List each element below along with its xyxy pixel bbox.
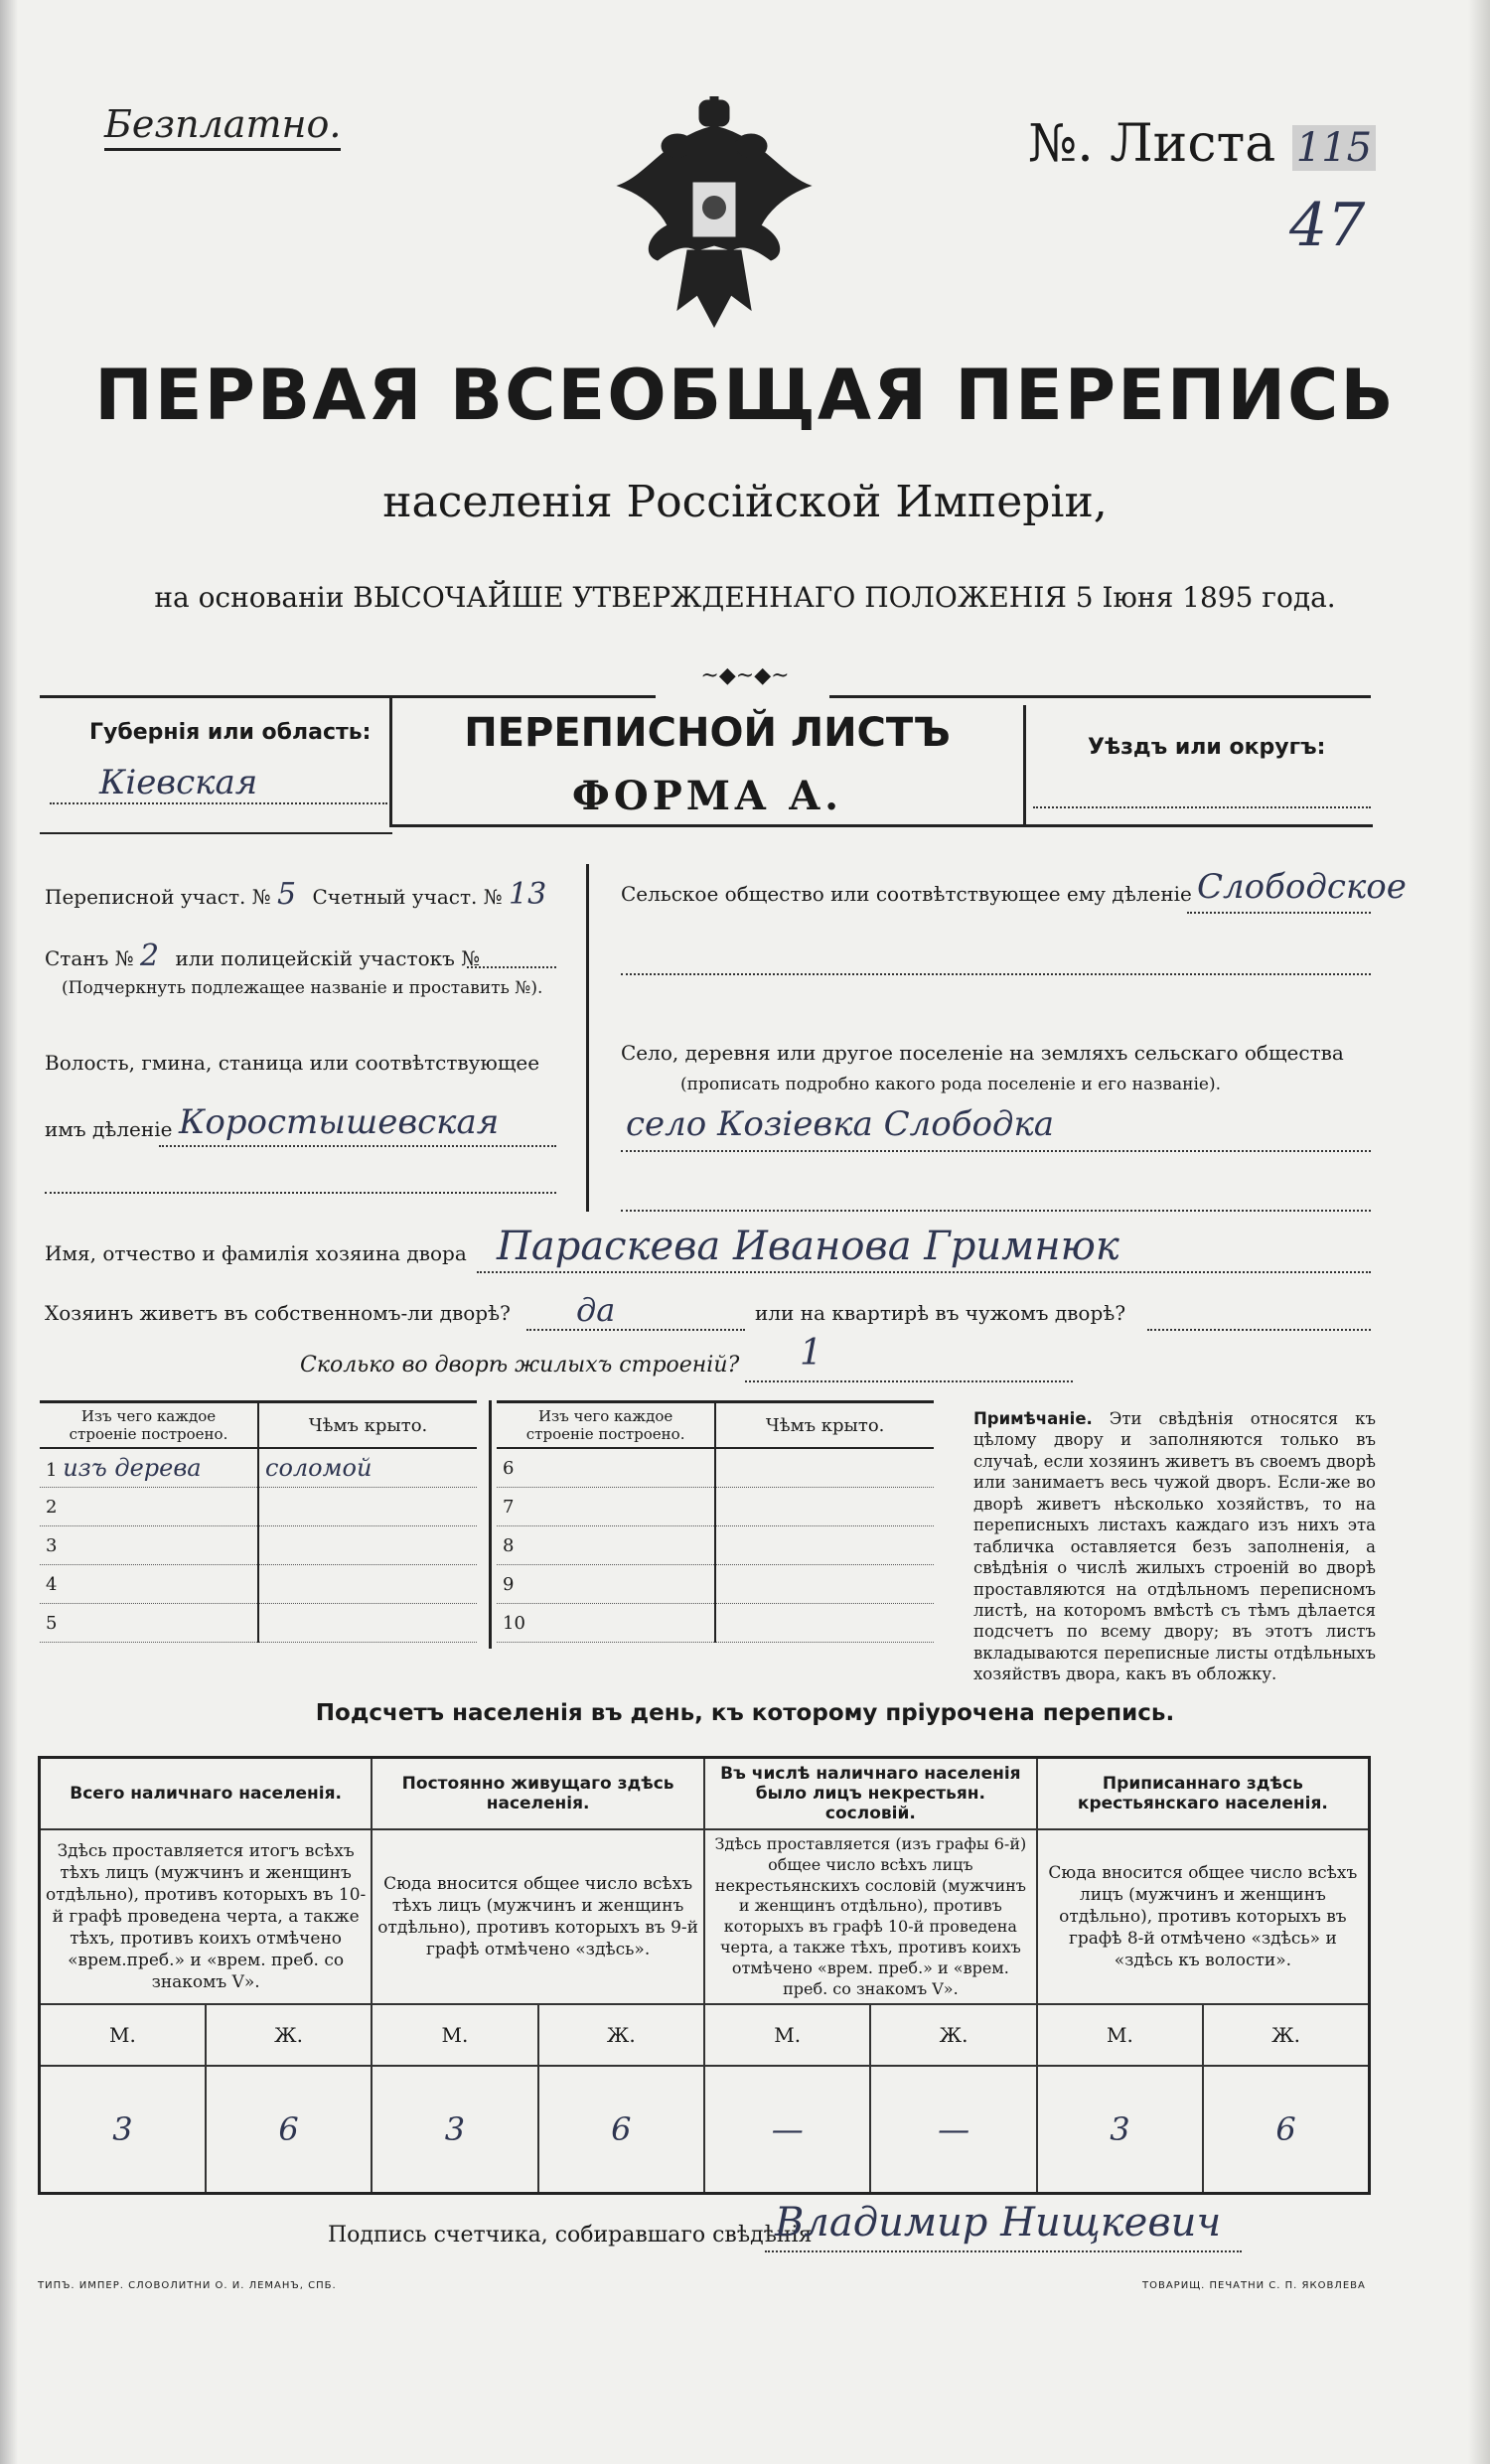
signature-value: Владимир Нищкевич [775,2200,1222,2246]
col-head-permanent: Постоянно живущаго здѣсь населенія. [372,1758,704,1830]
col-desc-peasant: Сюда вносится общее число всѣхъ лицъ (мужчинъ и женщинъ отдѣльно), противъ которыхъ въ графѣ 8-й отмѣчено «здѣсь» и «здѣсь къ волости». [1037,1829,1370,2004]
signature-line [765,2250,1242,2252]
roof-header: Чѣмъ крыто. [715,1403,934,1448]
female-header: Ж. [538,2004,704,2066]
sheet-number-value: 115 [1292,125,1376,171]
page-subtitle: населенія Россійской Имперіи, [382,477,1108,527]
rule [40,695,656,698]
row-number: 9 [503,1573,515,1595]
free-label: Безплатно. [104,102,341,151]
ornament-divider: ~◆~◆~ [700,663,790,688]
table-row [497,1448,934,1488]
province-value: Кіевская [99,763,258,802]
police-note: (Подчеркнуть подлежащее названіе и проставить №). [62,978,543,998]
buildings-label: Сколько во дворѣ жилыхъ строеній? [300,1353,740,1377]
table-row [40,1526,477,1565]
sheet-number [1028,114,1376,174]
form-title: ФОРМА А. [571,773,843,819]
table-row [40,1448,477,1488]
male-header: М. [40,2004,206,2066]
row-number: 7 [503,1496,515,1518]
col-desc-non-peasant: Здѣсь проставляется (изъ графы 6-й) общее число всѣхъ лицъ некрестьянскихъ сословій (мужчинъ и женщинъ отдѣльно), противъ которыхъ въ графѣ 10-й проведена черта, а также тѣхъ, противъ коихъ отмѣчено «врем. преб.» и «врем. преб. со знакомъ V». [704,1829,1037,2004]
material-cell: изъ дерева [63,1454,202,1482]
roof-cell: соломой [265,1454,372,1482]
population-table [38,1756,1371,2195]
own-yard-line [526,1329,745,1331]
male-header: М. [704,2004,870,2066]
village-line [621,1150,1371,1152]
population-title: Подсчетъ населенія въ день, къ которому пріурочена перепись. [315,1700,1175,1726]
row-number: 4 [46,1573,58,1595]
police-label: или полицейскій участокъ № [175,946,481,970]
column-divider [586,864,589,1212]
female-header: Ж. [206,2004,372,2066]
village-line-2 [621,1210,1371,1212]
own-yard-value: да [576,1291,616,1329]
sheet-number-label: №. Листа [1028,114,1276,174]
footer-imprint-right: ТОВАРИЩ. ПЕЧАТНИ С. П. ЯКОВЛЕВА [1142,2280,1366,2291]
table-row [497,1565,934,1604]
tables-divider [489,1400,492,1649]
row-number: 5 [46,1612,58,1634]
male-header: М. [1037,2004,1203,2066]
row-number: 10 [503,1612,525,1634]
census-section-field [45,877,546,912]
owner-label: Имя, отчество и фамилія хозяина двора [45,1241,467,1265]
rule [40,832,392,834]
volost-label: Волость, гмина, станица или соотвѣтствующее [45,1051,540,1075]
rule [829,695,1371,698]
province-label: Губернія или область: [89,720,372,745]
volost-line-2 [45,1192,556,1194]
volost-line [159,1145,556,1147]
buildings-table-left [40,1400,477,1643]
buildings-line [745,1380,1073,1382]
col-desc-permanent: Сюда вносится общее число всѣхъ тѣхъ лицъ (мужчинъ и женщинъ отдѣльно), противъ которыхъ въ 9-й графѣ отмѣчено «здѣсь». [372,1829,704,2004]
basis-line: на основаніи ВЫСОЧАЙШЕ УТВЕРЖДЕННАГО ПОЛОЖЕНІЯ 5 Іюня 1895 года. [154,581,1336,614]
permanent-male-value: 3 [372,2066,537,2194]
double-headed-eagle-icon [608,96,820,335]
village-note: (прописать подробно какого рода поселеніе и его названіе). [680,1075,1221,1094]
col-head-non-peasant: Въ числѣ наличнаго населенія было лицъ некрестьян. сословій. [704,1758,1037,1830]
rented-line [1147,1329,1371,1331]
row-number: 8 [503,1534,515,1556]
society-label: Сельское общество или соотвѣтствующее ему дѣленіе [621,882,1192,906]
col-head-peasant: Приписаннаго здѣсь крестьянскаго населенія. [1037,1758,1370,1830]
row-number: 1 [46,1460,58,1481]
row-number: 2 [46,1496,58,1518]
total-male-value: 3 [40,2066,206,2194]
owner-line [477,1271,1371,1273]
table-row [497,1604,934,1643]
non-peasant-male-value: — [704,2066,870,2194]
peasant-male-value: 3 [1037,2066,1203,2194]
district-label: Уѣздъ или округъ: [1088,735,1326,760]
sheet-number-handwritten: 47 [1289,191,1366,260]
col-head-total: Всего наличнаго населенія. [40,1758,372,1830]
stan-value: 2 [140,939,160,973]
rented-label: или на квартирѣ въ чужомъ дворѣ? [755,1301,1126,1325]
col-desc-total: Здѣсь проставляется итогъ всѣхъ тѣхъ лицъ (мужчинъ и женщинъ отдѣльно), противъ которыхъ въ 10-й графѣ проведена черта, а также тѣхъ, противъ коихъ отмѣчено «врем.преб.» и «врем. преб. со знакомъ V». [40,1829,372,2004]
buildings-table-right [497,1400,934,1643]
row-number: 6 [503,1457,515,1479]
table-row [40,1604,477,1643]
society-value: Слободское [1197,867,1407,907]
stan-field [45,939,480,973]
table-row [40,1488,477,1526]
village-value: село Козіевка Слободка [626,1104,1055,1144]
footer-imprint-left: ТИПЪ. ИМПЕР. СЛОВОЛИТНИ О. И. ЛЕМАНЪ, СПБ. [38,2280,337,2291]
material-header: Изъ чего каждое строеніе построено. [40,1403,258,1448]
volost-label-2: имъ дѣленіе [45,1117,173,1141]
male-header: М. [372,2004,537,2066]
table-row [497,1488,934,1526]
census-section-label: Переписной участ. № [45,885,271,909]
sheet-title: ПЕРЕПИСНОЙ ЛИСТЪ [464,710,951,756]
buildings-value: 1 [800,1333,822,1374]
society-line [1187,912,1371,914]
permanent-female-value: 6 [538,2066,704,2194]
volost-value: Коростышевская [179,1102,500,1142]
note-title: Примѣчаніе. [973,1409,1093,1428]
female-header: Ж. [870,2004,1036,2066]
table-row [497,1526,934,1565]
count-section-label: Счетный участ. № [312,885,503,909]
total-female-value: 6 [206,2066,372,2194]
female-header: Ж. [1203,2004,1369,2066]
own-yard-label: Хозяинъ живетъ въ собственномъ-ли дворѣ? [45,1301,511,1325]
row-number: 3 [46,1534,58,1556]
signature-label: Подпись счетчика, собиравшаго свѣдѣнія [328,2223,813,2247]
material-header: Изъ чего каждое строеніе построено. [497,1403,715,1448]
rule [389,824,1373,827]
society-line-2 [621,973,1371,975]
note-block [973,1408,1376,1685]
note-text: Эти свѣдѣнія относятся къ цѣлому двору и заполняются только въ случаѣ, если хозяинъ живетъ въ своемъ дворѣ или занимаетъ весь чужой дворъ. Если-же во дворѣ живетъ нѣсколько хозяйствъ, то на переписныхъ листахъ каждаго изъ нихъ эта табличка оставляется безъ заполненія, а свѣдѣнія о числѣ жилыхъ строеній во дворѣ проставляются на отдѣльномъ переписномъ листѣ, на которомъ вмѣстѣ съ тѣмъ дѣлается подсчетъ по всему двору; въ этотъ листъ вкладываются переписные листы отдѣльныхъ хозяйствъ двора, какъ въ обложку. [973,1409,1376,1684]
stan-label: Станъ № [45,946,134,970]
page-title: ПЕРВАЯ ВСЕОБЩАЯ ПЕРЕПИСЬ [94,355,1396,436]
census-section-value: 5 [277,877,297,912]
stan-line [467,966,556,968]
district-line [1033,806,1371,808]
peasant-female-value: 6 [1203,2066,1369,2194]
province-line [50,802,387,804]
roof-header: Чѣмъ крыто. [258,1403,477,1448]
table-row [40,1565,477,1604]
village-label: Село, деревня или другое поселеніе на земляхъ сельскаго общества [621,1041,1344,1065]
count-section-value: 13 [509,877,547,912]
owner-value: Параскева Иванова Гримнюк [497,1224,1119,1269]
non-peasant-female-value: — [870,2066,1036,2194]
rule [1023,705,1026,824]
